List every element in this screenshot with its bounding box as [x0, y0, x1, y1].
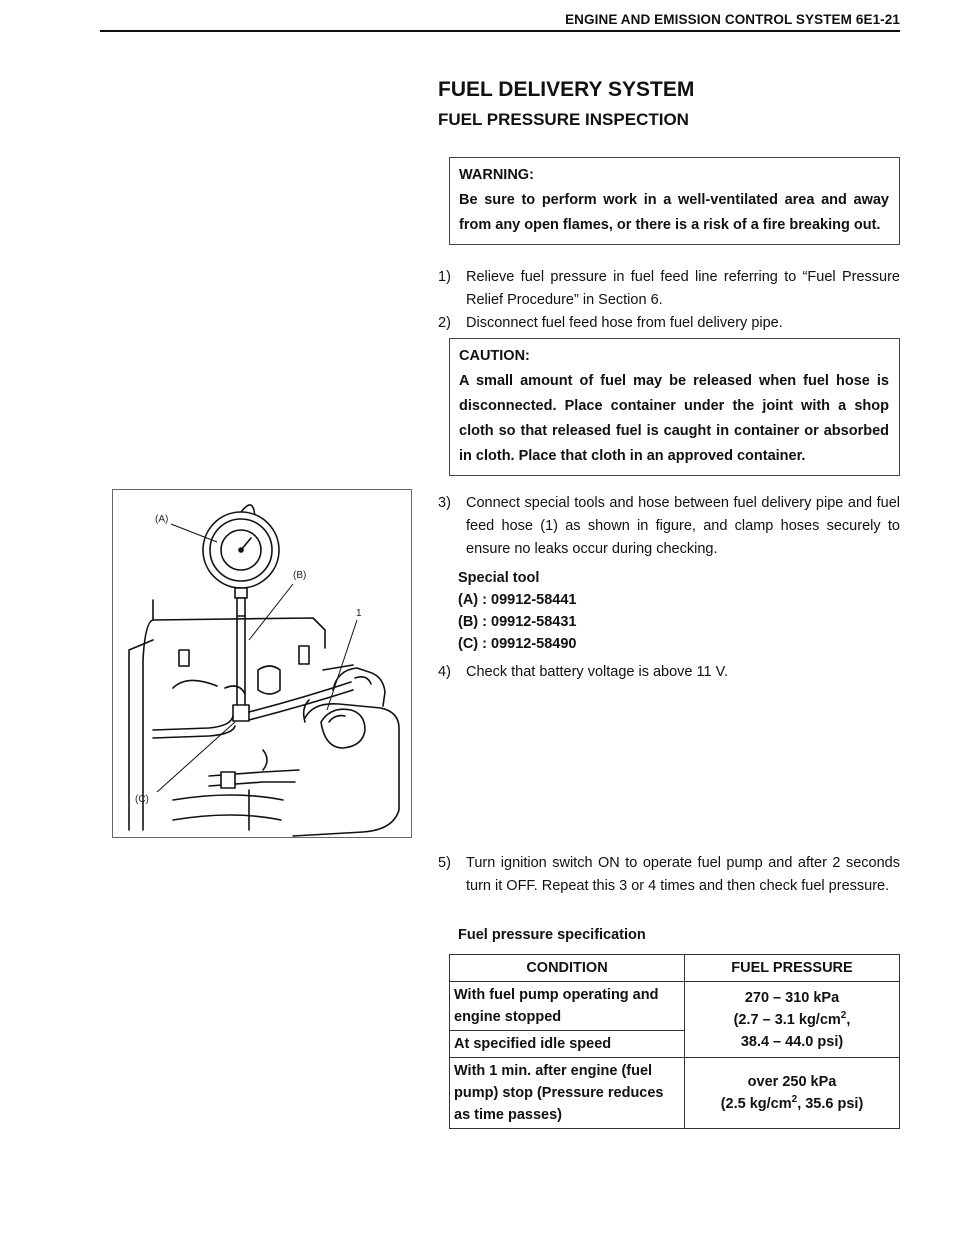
column-header-fuel-pressure: FUEL PRESSURE [685, 955, 900, 982]
caution-title: CAUTION: [459, 348, 530, 364]
figure-label-b: (B) [293, 570, 307, 581]
step-2 [438, 312, 900, 335]
figure-label-a: (A) [155, 514, 169, 525]
step-text: Disconnect fuel feed hose from fuel delivery pipe. [466, 315, 783, 331]
special-tool-item: (C) : 09912-58490 [458, 636, 577, 652]
step-number: 3) [438, 495, 451, 511]
step-4 [438, 661, 900, 684]
warning-text: Be sure to perform work in a well-ventilated area and away from any open flames, or there is a risk of a fire breaking out. [459, 192, 889, 233]
step-text: Turn ignition switch ON to operate fuel pump and after 2 seconds turn it OFF. Repeat this 3 or 4 times and then check fuel pressure. [466, 855, 900, 894]
warning-box [449, 157, 900, 245]
table-header-row [450, 955, 900, 982]
table-row [450, 1058, 900, 1129]
fuel-pressure-spec-table [449, 954, 900, 1129]
pressure-cell [685, 982, 900, 1058]
superscript: 2 [791, 1094, 798, 1106]
column-header-condition: CONDITION [450, 955, 685, 982]
step-1 [438, 266, 900, 312]
step-5 [438, 852, 900, 898]
condition-cell: With fuel pump operating and engine stopped [450, 982, 685, 1031]
step-text: Relieve fuel pressure in fuel feed line referring to “Fuel Pressure Relief Procedure” in Section 6. [466, 269, 900, 308]
pressure-kpa: over 250 kPa [747, 1074, 837, 1090]
step-number: 4) [438, 664, 451, 680]
step-text: Check that battery voltage is above 11 V. [466, 664, 728, 680]
spec-title: Fuel pressure specification [458, 927, 646, 943]
special-tool-title: Special tool [458, 570, 540, 586]
special-tool-list [458, 567, 577, 655]
section-subtitle: FUEL PRESSURE INSPECTION [438, 110, 689, 129]
pressure-kpa: 270 – 310 kPa [744, 989, 840, 1006]
step-text: Connect special tools and hose between fuel delivery pipe and fuel feed hose (1) as shown in figure, and clamp hoses securely to ensure no leaks occur during checking. [466, 495, 900, 557]
condition-cell: With 1 min. after engine (fuel pump) stop (Pressure reduces as time passes) [450, 1058, 685, 1129]
caution-text: A small amount of fuel may be released when fuel hose is disconnected. Place container under the joint with a shop cloth so that released fuel is caught in container or absorbed in cloth. Place that cloth in an approved container. [459, 373, 889, 464]
figure-label-1: 1 [356, 608, 362, 619]
step-3 [438, 492, 900, 561]
fuel-pressure-gauge-figure [112, 489, 412, 838]
gauge-illustration [113, 490, 413, 839]
pressure-psi-text: , 35.6 psi) [797, 1096, 864, 1112]
pressure-kgcm-text: (2.7 – 3.1 kg/cm [733, 1011, 841, 1028]
pressure-separator: , [846, 1011, 851, 1028]
warning-title: WARNING: [459, 167, 534, 183]
table-row [450, 982, 900, 1031]
step-number: 5) [438, 855, 451, 871]
special-tool-item: (A) : 09912-58441 [458, 592, 577, 608]
figure-label-c: (C) [135, 794, 149, 805]
pressure-kgcm [689, 1009, 895, 1031]
section-title: FUEL DELIVERY SYSTEM [438, 78, 695, 101]
pressure-kgcm-text: (2.5 kg/cm [720, 1096, 792, 1112]
pressure-kgcm [689, 1093, 895, 1115]
page-header-title: ENGINE AND EMISSION CONTROL SYSTEM 6E1-21 [565, 12, 900, 27]
pressure-cell [685, 1058, 900, 1129]
step-number: 1) [438, 269, 451, 285]
superscript: 2 [840, 1009, 847, 1021]
special-tool-item: (B) : 09912-58431 [458, 614, 577, 630]
pressure-psi: 38.4 – 44.0 psi) [740, 1033, 844, 1050]
caution-box [449, 338, 900, 476]
header-rule [100, 30, 900, 32]
step-number: 2) [438, 315, 451, 331]
condition-cell: At specified idle speed [450, 1031, 685, 1058]
